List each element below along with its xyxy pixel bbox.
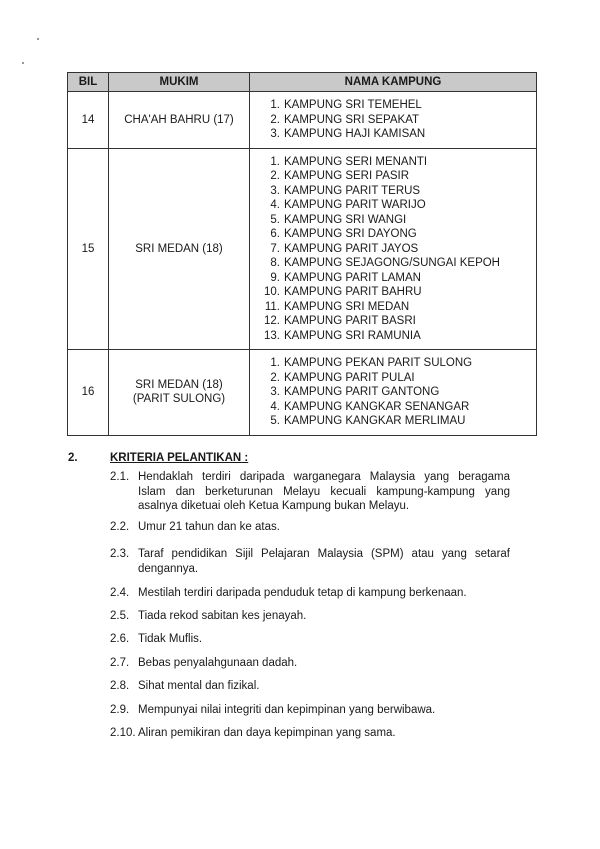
list-item — [258, 242, 536, 257]
list-item-number: 1. — [270, 99, 280, 111]
list-item — [258, 329, 536, 344]
kampung-name: KAMPUNG PARIT LAMAN — [284, 271, 421, 284]
list-item — [258, 285, 536, 300]
kampung-name: KAMPUNG SERI MENANTI — [284, 155, 428, 168]
criteria-text — [138, 470, 510, 514]
criteria-number: 2.1. — [110, 471, 130, 483]
list-item-number: 12. — [264, 315, 280, 327]
list-item-number: 6. — [270, 228, 280, 240]
list-item-number: 3. — [270, 184, 280, 197]
list-item-number: 1. — [270, 155, 280, 168]
row-mukim — [109, 92, 250, 149]
criteria-number: 2.6. — [110, 633, 130, 645]
kampung-name: KAMPUNG PARIT WARIJO — [284, 199, 426, 211]
list-item — [258, 400, 536, 415]
kampung-name: KAMPUNG SRI RAMUNIA — [284, 329, 421, 342]
list-item-number: 8. — [270, 257, 280, 269]
table-header-row — [68, 73, 537, 92]
list-item — [258, 198, 536, 213]
list-item — [258, 184, 536, 199]
criteria-line: dengannya. — [138, 562, 199, 575]
mukim-line: SRI MEDAN (18) — [135, 242, 223, 255]
criteria-text — [138, 703, 510, 718]
kampung-name: KAMPUNG HAJI KAMISAN — [284, 128, 426, 140]
list-item — [258, 113, 536, 128]
criteria-number: 2.5. — [110, 610, 130, 622]
list-item-number: 9. — [270, 271, 280, 284]
scan-speck — [37, 38, 39, 40]
criteria-text — [138, 547, 510, 576]
kampung-name: KAMPUNG SRI MEDAN — [284, 300, 410, 313]
list-item — [258, 414, 536, 429]
criteria-number: 2.7. — [110, 657, 130, 669]
list-item-number: 5. — [270, 213, 280, 226]
criteria-item — [110, 679, 510, 694]
criteria-number: 2.8. — [110, 680, 130, 692]
row-bil: 16 — [68, 350, 109, 436]
criteria-line: Bebas penyalahgunaan dadah. — [138, 657, 298, 669]
table-row — [68, 92, 537, 149]
criteria-item — [110, 547, 510, 576]
row-kampung-list — [250, 148, 537, 350]
criteria-line: Sihat mental dan fizikal. — [138, 680, 260, 692]
kampung-name: KAMPUNG PARIT JAYOS — [284, 242, 419, 255]
kampung-name: KAMPUNG SEJAGONG/SUNGAI KEPOH — [284, 257, 500, 269]
kampung-name: KAMPUNG PARIT BASRI — [284, 315, 416, 327]
row-bil: 14 — [68, 92, 109, 149]
list-item — [258, 227, 536, 242]
criteria-text — [138, 609, 510, 624]
row-kampung-list — [250, 350, 537, 436]
kampung-name: KAMPUNG PARIT BAHRU — [284, 286, 422, 298]
list-item-number: 2. — [270, 170, 280, 182]
list-item-number: 7. — [270, 242, 280, 255]
list-item-number: 4. — [270, 400, 280, 413]
criteria-item — [110, 632, 510, 647]
list-item-number: 3. — [270, 386, 280, 398]
row-mukim — [109, 350, 250, 436]
criteria-item — [110, 703, 510, 718]
kampung-name: KAMPUNG SRI SEPAKAT — [284, 113, 420, 126]
header-bil: BIL — [68, 73, 109, 92]
criteria-item — [110, 470, 510, 514]
section-number: 2. — [68, 452, 78, 464]
list-item — [258, 314, 536, 329]
list-item-number: 3. — [270, 128, 280, 140]
criteria-text — [138, 656, 510, 671]
row-bil: 15 — [68, 148, 109, 350]
list-item — [258, 169, 536, 184]
criteria-line: Tiada rekod sabitan kes jenayah. — [138, 610, 307, 622]
list-item — [258, 127, 536, 142]
criteria-line: Umur 21 tahun dan ke atas. — [138, 521, 280, 533]
list-item-number: 1. — [270, 357, 280, 369]
kampung-name: KAMPUNG PARIT GANTONG — [284, 386, 440, 398]
list-item — [258, 271, 536, 286]
list-item — [258, 213, 536, 228]
mukim-line: CHA'AH BAHRU (17) — [124, 113, 234, 126]
row-kampung-list — [250, 92, 537, 149]
kampung-name: KAMPUNG PEKAN PARIT SULONG — [284, 357, 473, 369]
list-item — [258, 356, 536, 371]
table-row — [68, 350, 537, 436]
kampung-name: KAMPUNG SRI DAYONG — [284, 228, 417, 240]
list-item-number: 2. — [270, 371, 280, 384]
list-item-number: 11. — [264, 300, 280, 313]
list-item — [258, 385, 536, 400]
criteria-line: Taraf pendidikan Sijil Pelajaran Malaysia (SPM) atau yang setaraf — [138, 548, 510, 560]
criteria-text — [138, 632, 510, 647]
criteria-item — [110, 726, 510, 741]
list-item-number: 4. — [270, 199, 280, 211]
criteria-line: Mempunyai nilai integriti dan kepimpinan yang berwibawa. — [138, 704, 436, 716]
criteria-number: 2.9. — [110, 704, 130, 716]
list-item-number: 13. — [264, 329, 280, 342]
criteria-text — [138, 726, 510, 741]
criteria-number: 2.2. — [110, 521, 130, 533]
list-item-number: 10. — [264, 286, 280, 298]
criteria-number: 2.4. — [110, 587, 130, 599]
kampung-name: KAMPUNG PARIT TERUS — [284, 184, 421, 197]
kampung-name: KAMPUNG SERI PASIR — [284, 170, 410, 182]
scan-speck — [22, 62, 24, 64]
list-item — [258, 300, 536, 315]
mukim-line: (PARIT SULONG) — [132, 393, 226, 406]
list-item — [258, 98, 536, 113]
kampung-name: KAMPUNG KANGKAR MERLIMAU — [284, 415, 466, 427]
criteria-item — [110, 609, 510, 624]
criteria-text — [138, 679, 510, 694]
criteria-number: 2.10. — [110, 727, 136, 739]
header-mukim: MUKIM — [109, 73, 250, 92]
mukim-line: SRI MEDAN (18) — [135, 379, 223, 392]
list-item — [258, 371, 536, 386]
criteria-line: asalnya diketuai oleh Ketua Kampung bukan Melayu. — [138, 500, 410, 512]
criteria-number: 2.3. — [110, 548, 130, 560]
list-item-number: 5. — [270, 415, 280, 427]
section-title: KRITERIA PELANTIKAN : — [110, 452, 249, 464]
criteria-item — [110, 520, 510, 535]
list-item-number: 2. — [270, 113, 280, 126]
criteria-line: Hendaklah terdiri daripada warganegara Malaysia yang beragama — [138, 471, 510, 483]
criteria-line: Tidak Muflis. — [138, 633, 203, 645]
kampung-name: KAMPUNG KANGKAR SENANGAR — [284, 400, 470, 413]
kampung-name: KAMPUNG PARIT PULAI — [284, 371, 415, 384]
list-item — [258, 256, 536, 271]
list-item — [258, 155, 536, 170]
kampung-name: KAMPUNG SRI WANGI — [284, 213, 407, 226]
criteria-text — [138, 586, 510, 601]
criteria-item — [110, 656, 510, 671]
criteria-item — [110, 586, 510, 601]
table-row — [68, 148, 537, 350]
criteria-text — [138, 520, 510, 535]
criteria-line: Islam dan berketurunan Melayu kecuali kampung-kampung yang — [138, 485, 510, 498]
header-nama-kampung: NAMA KAMPUNG — [250, 73, 537, 92]
row-mukim — [109, 148, 250, 350]
criteria-line: Mestilah terdiri daripada penduduk tetap di kampung berkenaan. — [138, 587, 467, 599]
kampung-name: KAMPUNG SRI TEMEHEL — [284, 99, 422, 111]
kampung-table — [67, 72, 537, 436]
criteria-line: Aliran pemikiran dan daya kepimpinan yang sama. — [138, 727, 396, 739]
